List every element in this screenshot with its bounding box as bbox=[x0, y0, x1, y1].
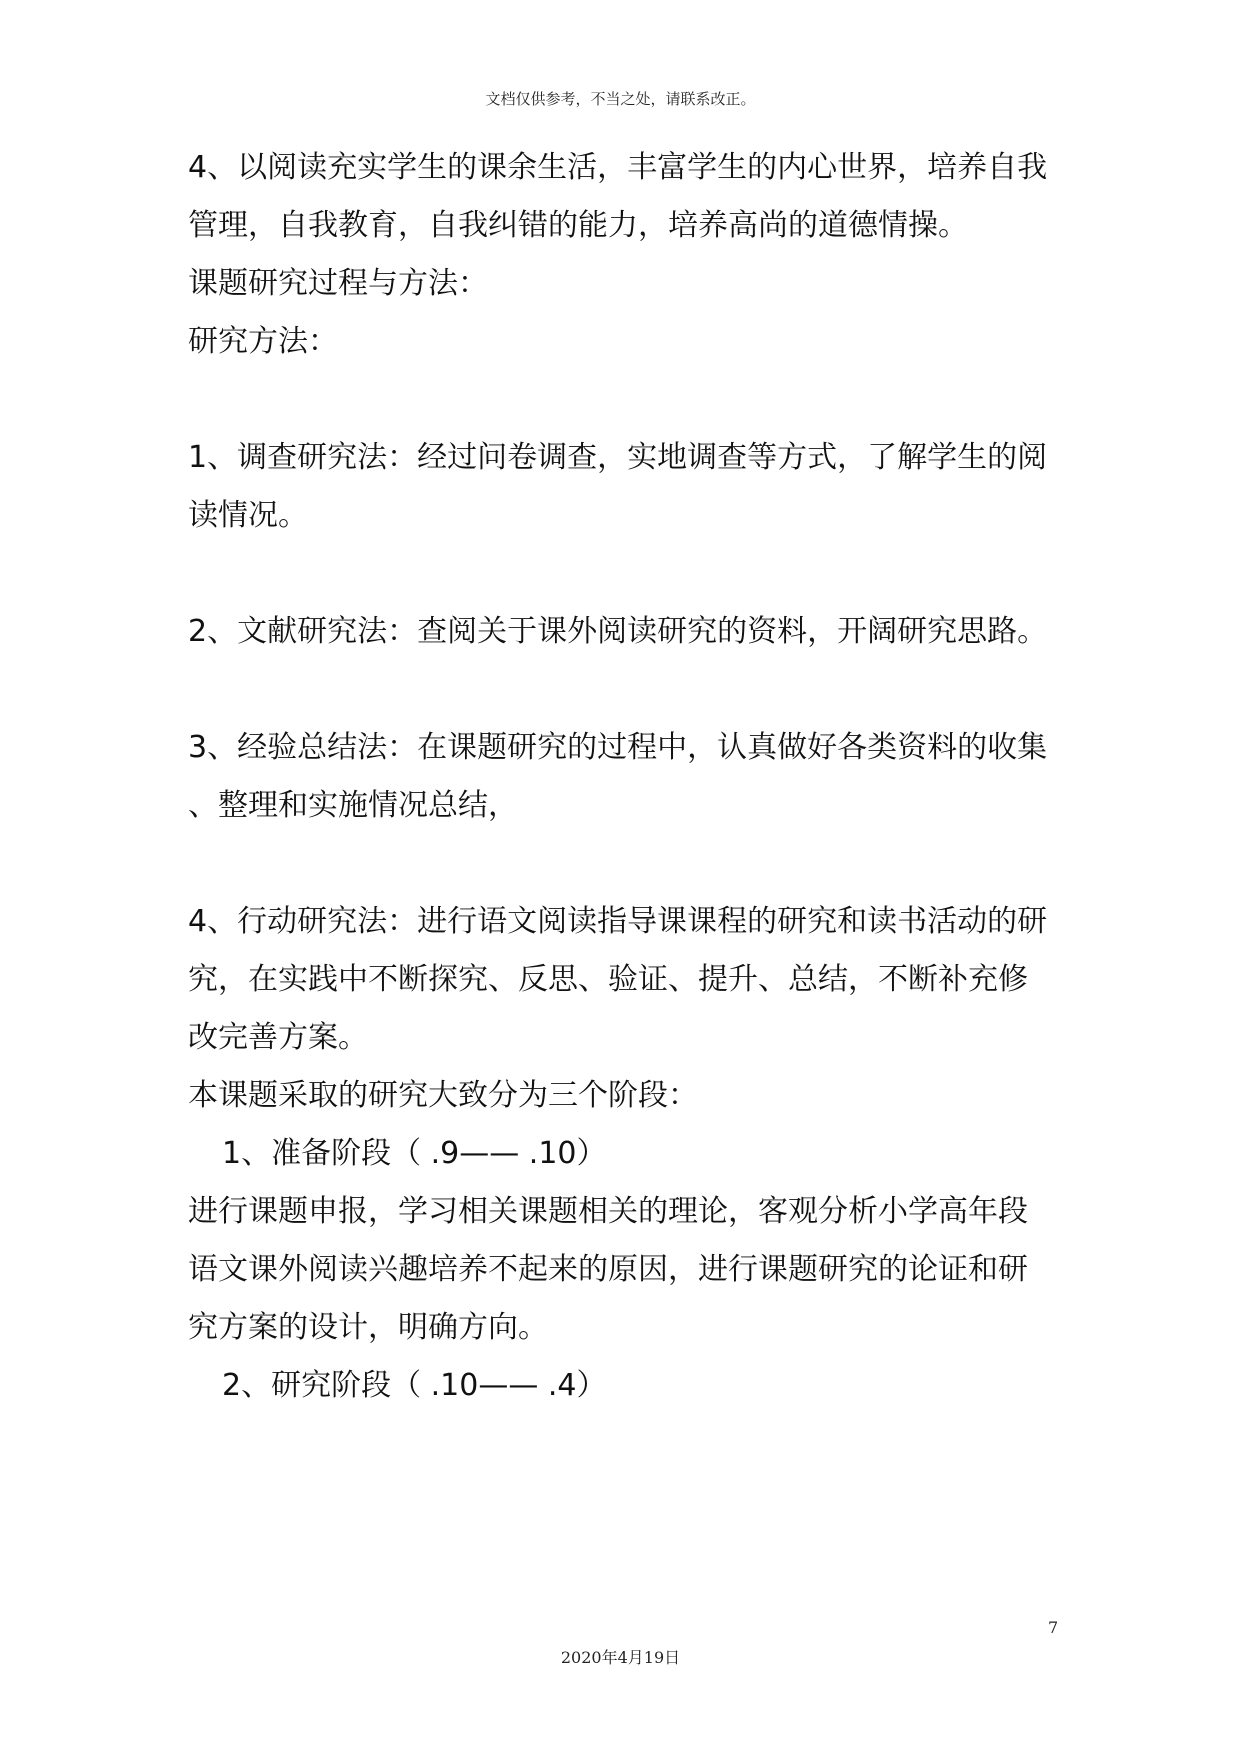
paragraph-line: 进行课题申报，学习相关课题相关的理论，客观分析小学高年段 bbox=[188, 1194, 1028, 1229]
stage-heading: 1、准备阶段（ .9—— .10） bbox=[222, 1136, 607, 1171]
document-header-note: 文档仅供参考，不当之处，请联系改正。 bbox=[485, 90, 756, 108]
section-heading: 课题研究过程与方法： bbox=[188, 266, 488, 301]
paragraph-line: 2、文献研究法：查阅关于课外阅读研究的资料，开阔研究思路。 bbox=[188, 614, 1048, 649]
paragraph-line: 1、调查研究法：经过问卷调查，实地调查等方式，了解学生的阅 bbox=[188, 440, 1048, 475]
paragraph-line: 管理，自我教育，自我纠错的能力，培养高尚的道德情操。 bbox=[188, 208, 968, 243]
paragraph-line: 、整理和实施情况总结， bbox=[188, 788, 518, 823]
paragraph-line: 究方案的设计，明确方向。 bbox=[188, 1310, 548, 1345]
paragraph-line: 4、行动研究法：进行语文阅读指导课课程的研究和读书活动的研 bbox=[188, 904, 1048, 939]
paragraph-line: 3、经验总结法：在课题研究的过程中，认真做好各类资料的收集 bbox=[188, 730, 1048, 765]
paragraph-line: 本课题采取的研究大致分为三个阶段： bbox=[188, 1078, 698, 1113]
paragraph-line: 读情况。 bbox=[188, 498, 308, 533]
paragraph-line: 语文课外阅读兴趣培养不起来的原因，进行课题研究的论证和研 bbox=[188, 1252, 1028, 1287]
paragraph-line: 究，在实践中不断探究、反思、验证、提升、总结，不断补充修 bbox=[188, 962, 1028, 997]
subsection-heading: 研究方法： bbox=[188, 324, 338, 359]
footer-date: 2020年4月19日 bbox=[560, 1648, 681, 1667]
stage-heading: 2、研究阶段（ .10—— .4） bbox=[222, 1368, 607, 1403]
paragraph-line: 4、以阅读充实学生的课余生活，丰富学生的内心世界，培养自我 bbox=[188, 150, 1048, 185]
paragraph-line: 改完善方案。 bbox=[188, 1020, 368, 1055]
page-number: 7 bbox=[1048, 1618, 1059, 1637]
